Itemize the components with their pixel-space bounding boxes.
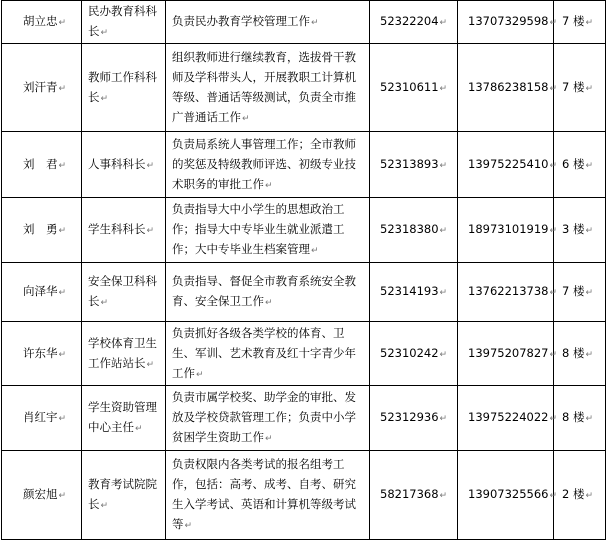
floor-text: 8 楼 bbox=[561, 345, 585, 360]
title-cell bbox=[82, 132, 166, 198]
duty-text: 负责指导大中小学生的思想政治工作；指导大中专毕业生就业派遣工作；大中专毕业生档案管理 bbox=[172, 202, 345, 256]
name-text: 许东华 bbox=[22, 345, 58, 360]
table-row bbox=[2, 263, 606, 322]
line-break-mark-icon: ↵ bbox=[439, 18, 448, 28]
duty-text: 负责权限内各类考试的报名组考工作，包括：高考、成考、自考、研究生入学考试、英语和计算机等级考试等 bbox=[172, 457, 356, 531]
duty-text: 组织教师进行继续教育，选拔骨干教师及学科带头人，开展教职工计算机等级、普通话等级测试，负责全市推广普通话工作 bbox=[172, 49, 356, 124]
line-break-mark-icon: ↵ bbox=[265, 180, 273, 191]
mobile-cell bbox=[458, 1, 558, 44]
line-break-mark-icon: ↵ bbox=[549, 491, 558, 501]
name-text: 刘 君 bbox=[22, 156, 58, 171]
title-text: 民办教育科科长 bbox=[88, 4, 157, 38]
mobile-cell bbox=[458, 386, 558, 451]
phone-text: 52310611 bbox=[380, 79, 439, 94]
phone-text: 52322204 bbox=[380, 14, 439, 28]
mobile-text: 13975207827 bbox=[468, 345, 549, 360]
line-break-mark-icon: ↵ bbox=[311, 246, 319, 256]
title-cell bbox=[82, 322, 166, 386]
floor-cell bbox=[554, 1, 606, 44]
line-break-mark-icon: ↵ bbox=[439, 226, 448, 236]
floor-text: 3 楼 bbox=[561, 222, 585, 236]
mobile-cell bbox=[458, 44, 558, 132]
line-break-mark-icon: ↵ bbox=[549, 226, 558, 236]
line-break-mark-icon: ↵ bbox=[135, 424, 143, 434]
phone-cell bbox=[370, 1, 458, 44]
name-text: 向泽华 bbox=[22, 284, 58, 298]
name-cell bbox=[2, 451, 82, 540]
table-row bbox=[2, 44, 606, 132]
line-break-mark-icon: ↵ bbox=[439, 349, 448, 360]
line-break-mark-icon: ↵ bbox=[100, 298, 109, 308]
title-cell bbox=[82, 451, 166, 540]
line-break-mark-icon: ↵ bbox=[146, 359, 155, 370]
line-break-mark-icon: ↵ bbox=[58, 83, 67, 94]
duty-cell bbox=[166, 44, 370, 132]
floor-cell bbox=[554, 386, 606, 451]
mobile-cell bbox=[458, 132, 558, 198]
duty-text: 负责民办教育学校管理工作 bbox=[172, 14, 310, 28]
duty-cell bbox=[166, 1, 370, 44]
duty-cell bbox=[166, 132, 370, 198]
line-break-mark-icon: ↵ bbox=[311, 18, 319, 28]
floor-cell bbox=[554, 322, 606, 386]
line-break-mark-icon: ↵ bbox=[58, 18, 67, 28]
floor-text: 7 楼 bbox=[561, 284, 585, 298]
title-text: 教育考试院院长 bbox=[88, 477, 157, 511]
mobile-text: 13975225410 bbox=[468, 156, 549, 171]
phone-text: 52313893 bbox=[380, 156, 439, 171]
phone-text: 52312936 bbox=[380, 410, 439, 424]
name-text: 刘 勇 bbox=[22, 222, 58, 236]
line-break-mark-icon: ↵ bbox=[58, 491, 67, 501]
name-cell bbox=[2, 44, 82, 132]
line-break-mark-icon: ↵ bbox=[585, 288, 593, 298]
line-break-mark-icon: ↵ bbox=[585, 160, 593, 171]
title-text: 学校体育卫生工作站站长 bbox=[88, 335, 157, 370]
floor-text: 6 楼 bbox=[561, 156, 585, 171]
line-break-mark-icon: ↵ bbox=[549, 349, 558, 360]
title-cell bbox=[82, 263, 166, 322]
mobile-text: 18973101919 bbox=[468, 222, 549, 236]
line-break-mark-icon: ↵ bbox=[585, 491, 593, 501]
phone-text: 52314193 bbox=[380, 284, 439, 298]
floor-text: 7 楼 bbox=[561, 79, 585, 94]
table-body bbox=[2, 1, 606, 540]
floor-text: 2 楼 bbox=[561, 487, 585, 501]
title-text: 教师工作科科长 bbox=[88, 69, 157, 104]
duty-cell bbox=[166, 198, 370, 263]
mobile-text: 13786238158 bbox=[468, 79, 549, 94]
line-break-mark-icon: ↵ bbox=[265, 298, 273, 308]
line-break-mark-icon: ↵ bbox=[58, 160, 67, 171]
line-break-mark-icon: ↵ bbox=[585, 226, 593, 236]
table-row bbox=[2, 322, 606, 386]
line-break-mark-icon: ↵ bbox=[549, 83, 558, 94]
table-row bbox=[2, 451, 606, 540]
name-cell bbox=[2, 263, 82, 322]
title-cell bbox=[82, 44, 166, 132]
duty-cell bbox=[166, 322, 370, 386]
duty-text: 负责抓好各级各类学校的体育、卫生、军训、艺术教育及红十字青少年工作 bbox=[172, 325, 356, 380]
duty-cell bbox=[166, 451, 370, 540]
name-cell bbox=[2, 322, 82, 386]
duty-text: 负责市属学校奖、助学金的审批、发放及学校贷款管理工作；负责中小学贫困学生资助工作 bbox=[172, 390, 356, 444]
line-break-mark-icon: ↵ bbox=[100, 28, 109, 38]
line-break-mark-icon: ↵ bbox=[242, 113, 250, 124]
line-break-mark-icon: ↵ bbox=[439, 83, 448, 94]
line-break-mark-icon: ↵ bbox=[585, 83, 593, 94]
line-break-mark-icon: ↵ bbox=[184, 521, 193, 531]
line-break-mark-icon: ↵ bbox=[58, 349, 67, 360]
line-break-mark-icon: ↵ bbox=[100, 93, 109, 104]
line-break-mark-icon: ↵ bbox=[585, 18, 593, 28]
mobile-cell bbox=[458, 451, 558, 540]
table-row bbox=[2, 132, 606, 198]
phone-text: 52318380 bbox=[380, 222, 439, 236]
duty-text: 负责指导、督促全市教育系统安全教育、安全保卫工作 bbox=[172, 274, 356, 308]
phone-cell bbox=[370, 198, 458, 263]
phone-cell bbox=[370, 132, 458, 198]
line-break-mark-icon: ↵ bbox=[439, 160, 448, 171]
line-break-mark-icon: ↵ bbox=[196, 369, 204, 380]
line-break-mark-icon: ↵ bbox=[58, 226, 67, 236]
phone-cell bbox=[370, 451, 458, 540]
floor-cell bbox=[554, 263, 606, 322]
line-break-mark-icon: ↵ bbox=[146, 160, 155, 171]
line-break-mark-icon: ↵ bbox=[100, 501, 109, 511]
line-break-mark-icon: ↵ bbox=[265, 434, 273, 444]
line-break-mark-icon: ↵ bbox=[549, 414, 558, 424]
floor-cell bbox=[554, 44, 606, 132]
duty-text: 负责局系统人事管理工作；全市教师的奖惩及特级教师评选、初级专业技术职务的审批工作 bbox=[172, 136, 356, 191]
line-break-mark-icon: ↵ bbox=[439, 491, 448, 501]
title-text: 学生资助管理中心主任 bbox=[88, 400, 157, 434]
line-break-mark-icon: ↵ bbox=[439, 288, 448, 298]
mobile-cell bbox=[458, 263, 558, 322]
floor-text: 7 楼 bbox=[561, 14, 585, 28]
phone-cell bbox=[370, 263, 458, 322]
line-break-mark-icon: ↵ bbox=[585, 349, 593, 360]
line-break-mark-icon: ↵ bbox=[58, 414, 67, 424]
line-break-mark-icon: ↵ bbox=[58, 288, 67, 298]
name-cell bbox=[2, 198, 82, 263]
mobile-text: 13975224022 bbox=[468, 410, 549, 424]
table-row bbox=[2, 386, 606, 451]
mobile-text: 13762213738 bbox=[468, 284, 549, 298]
title-text: 学生科科长 bbox=[88, 222, 146, 236]
duty-cell bbox=[166, 386, 370, 451]
name-text: 颜宏旭 bbox=[22, 487, 58, 501]
line-break-mark-icon: ↵ bbox=[585, 414, 593, 424]
mobile-cell bbox=[458, 198, 558, 263]
duty-cell bbox=[166, 263, 370, 322]
floor-cell bbox=[554, 451, 606, 540]
table-row bbox=[2, 1, 606, 44]
phone-text: 58217368 bbox=[380, 487, 439, 501]
floor-cell bbox=[554, 132, 606, 198]
name-cell bbox=[2, 386, 82, 451]
name-text: 刘汗青 bbox=[22, 79, 58, 94]
contact-table bbox=[1, 0, 606, 540]
phone-cell bbox=[370, 386, 458, 451]
title-cell bbox=[82, 198, 166, 263]
title-cell bbox=[82, 1, 166, 44]
line-break-mark-icon: ↵ bbox=[549, 288, 558, 298]
mobile-text: 13707329598 bbox=[468, 14, 549, 28]
title-cell bbox=[82, 386, 166, 451]
line-break-mark-icon: ↵ bbox=[549, 18, 558, 28]
floor-cell bbox=[554, 198, 606, 263]
name-cell bbox=[2, 132, 82, 198]
phone-text: 52310242 bbox=[380, 345, 439, 360]
line-break-mark-icon: ↵ bbox=[439, 414, 448, 424]
phone-cell bbox=[370, 322, 458, 386]
floor-text: 8 楼 bbox=[561, 410, 585, 424]
mobile-text: 13907325566 bbox=[468, 487, 549, 501]
line-break-mark-icon: ↵ bbox=[549, 160, 558, 171]
line-break-mark-icon: ↵ bbox=[146, 226, 155, 236]
name-text: 胡立忠 bbox=[22, 14, 58, 28]
phone-cell bbox=[370, 44, 458, 132]
mobile-cell bbox=[458, 322, 558, 386]
title-text: 人事科科长 bbox=[88, 156, 146, 171]
title-text: 安全保卫科科长 bbox=[88, 274, 157, 308]
name-cell bbox=[2, 1, 82, 44]
table-row bbox=[2, 198, 606, 263]
name-text: 肖红宇 bbox=[22, 410, 58, 424]
